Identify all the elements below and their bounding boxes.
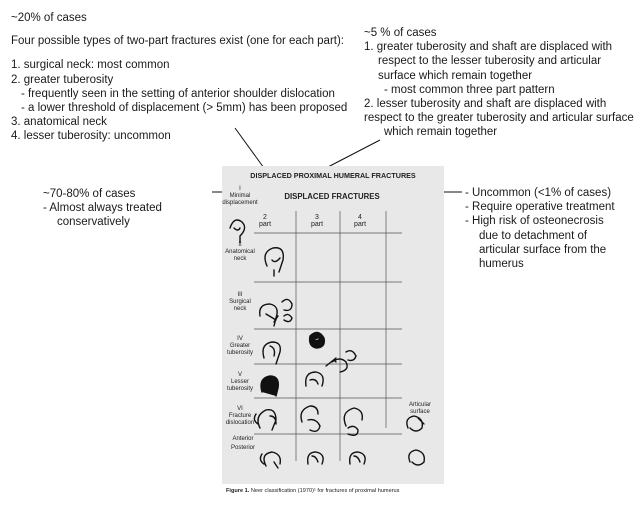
row-label-fracture-dislocation: VI Fracture dislocation: [225, 406, 255, 426]
row-label-greater: IV Greater tuberosity: [226, 336, 253, 356]
three-part-line: which remain together: [384, 126, 498, 139]
minimal-line: ~70-80% of cases: [43, 188, 136, 200]
bone-dislocation-3part: [301, 406, 320, 431]
caption-label: Figure 1.: [226, 488, 250, 494]
bone-sketches: [230, 220, 424, 468]
bone-dislocation-2part: [254, 410, 276, 430]
bone-posterior-4part: [350, 452, 365, 464]
minimal-line: - Almost always treated: [43, 202, 162, 215]
four-part-line: humerus: [479, 258, 524, 271]
row-label-anatomical: II Anatomical neck: [225, 242, 255, 262]
three-part-line: 2. lesser tuberosity and shaft are displaced with: [364, 98, 607, 111]
row-label-posterior: Posterior: [230, 445, 255, 451]
figure-grid: [222, 166, 444, 484]
four-part-line: - Require operative treatment: [465, 201, 615, 214]
figure-caption: [226, 488, 399, 494]
figure-subtitle: DISPLACED FRACTURES: [284, 192, 380, 201]
row-label-minimal: I Minimal displacement: [222, 186, 258, 206]
column-num: 4: [358, 214, 362, 221]
row-label-surgical: III Surgical neck: [229, 292, 251, 312]
neer-figure: [222, 166, 444, 484]
row-label-anterior: Anterior: [232, 436, 254, 442]
two-part-subitem: - a lower threshold of displacement (> 5mm) has been proposed: [21, 102, 348, 115]
row-label-lesser: V Lesser tuberosity: [226, 372, 253, 392]
four-part-line: due to detachment of: [479, 229, 588, 242]
three-part-line: surface which remain together: [378, 69, 533, 82]
callout-two-part: [235, 128, 264, 168]
three-part-line: respect to the lesser tuberosity and articular: [378, 55, 602, 68]
two-part-intro: Four possible types of two-part fractures exist (one for each part):: [11, 35, 345, 48]
bone-surgical-fragment: [284, 314, 292, 321]
caption-text: Neer classification (1970)¹ for fractures of proximal humerus: [249, 488, 400, 494]
bone-posterior-articular: [409, 450, 424, 465]
column-label: part: [353, 221, 367, 228]
bone-lesser-2part: [261, 376, 278, 396]
three-part-header: ~5 % of cases: [364, 27, 437, 39]
column-label: part: [310, 221, 324, 228]
two-part-header: ~20% of cases: [11, 12, 87, 24]
figure-title: DISPLACED PROXIMAL HUMERAL FRACTURES: [250, 171, 416, 180]
four-part-line: articular surface from the: [479, 243, 607, 256]
bone-greater-3part: [310, 332, 325, 348]
bone-greater-2part: [263, 342, 280, 364]
callout-three-part: [326, 140, 380, 168]
three-part-line: respect to the greater tuberosity and articular surface: [364, 112, 634, 125]
bone-posterior-3part: [308, 452, 323, 464]
bone-dislocation-4part: [344, 408, 362, 435]
arrow-icon: [326, 358, 336, 366]
two-part-item: 2. greater tuberosity: [11, 73, 114, 86]
minimal-line: conservatively: [57, 216, 130, 229]
bone-minimal: [230, 220, 245, 242]
articular-surface-label: Articular surface: [408, 402, 431, 415]
bone-posterior-2part: [260, 452, 280, 468]
bone-articular-surface: [407, 416, 424, 431]
bone-anatomical-2part: [265, 248, 283, 276]
three-part-line: - most common three part pattern: [384, 83, 555, 96]
three-part-line: 1. greater tuberosity and shaft are displaced with: [364, 41, 613, 54]
two-part-item: 1. surgical neck: most common: [11, 59, 170, 72]
four-part-line: - Uncommon (<1% of cases): [465, 187, 612, 199]
two-part-item: 4. lesser tuberosity: uncommon: [11, 130, 171, 143]
column-num: 3: [315, 214, 319, 221]
two-part-item: 3. anatomical neck: [11, 116, 107, 129]
two-part-subitem: - frequently seen in the setting of anterior shoulder dislocation: [21, 87, 335, 100]
column-label: part: [258, 221, 272, 228]
column-num: 2: [263, 214, 267, 221]
bone-lesser-3part: [306, 372, 323, 386]
four-part-line: - High risk of osteonecrosis: [465, 215, 604, 228]
